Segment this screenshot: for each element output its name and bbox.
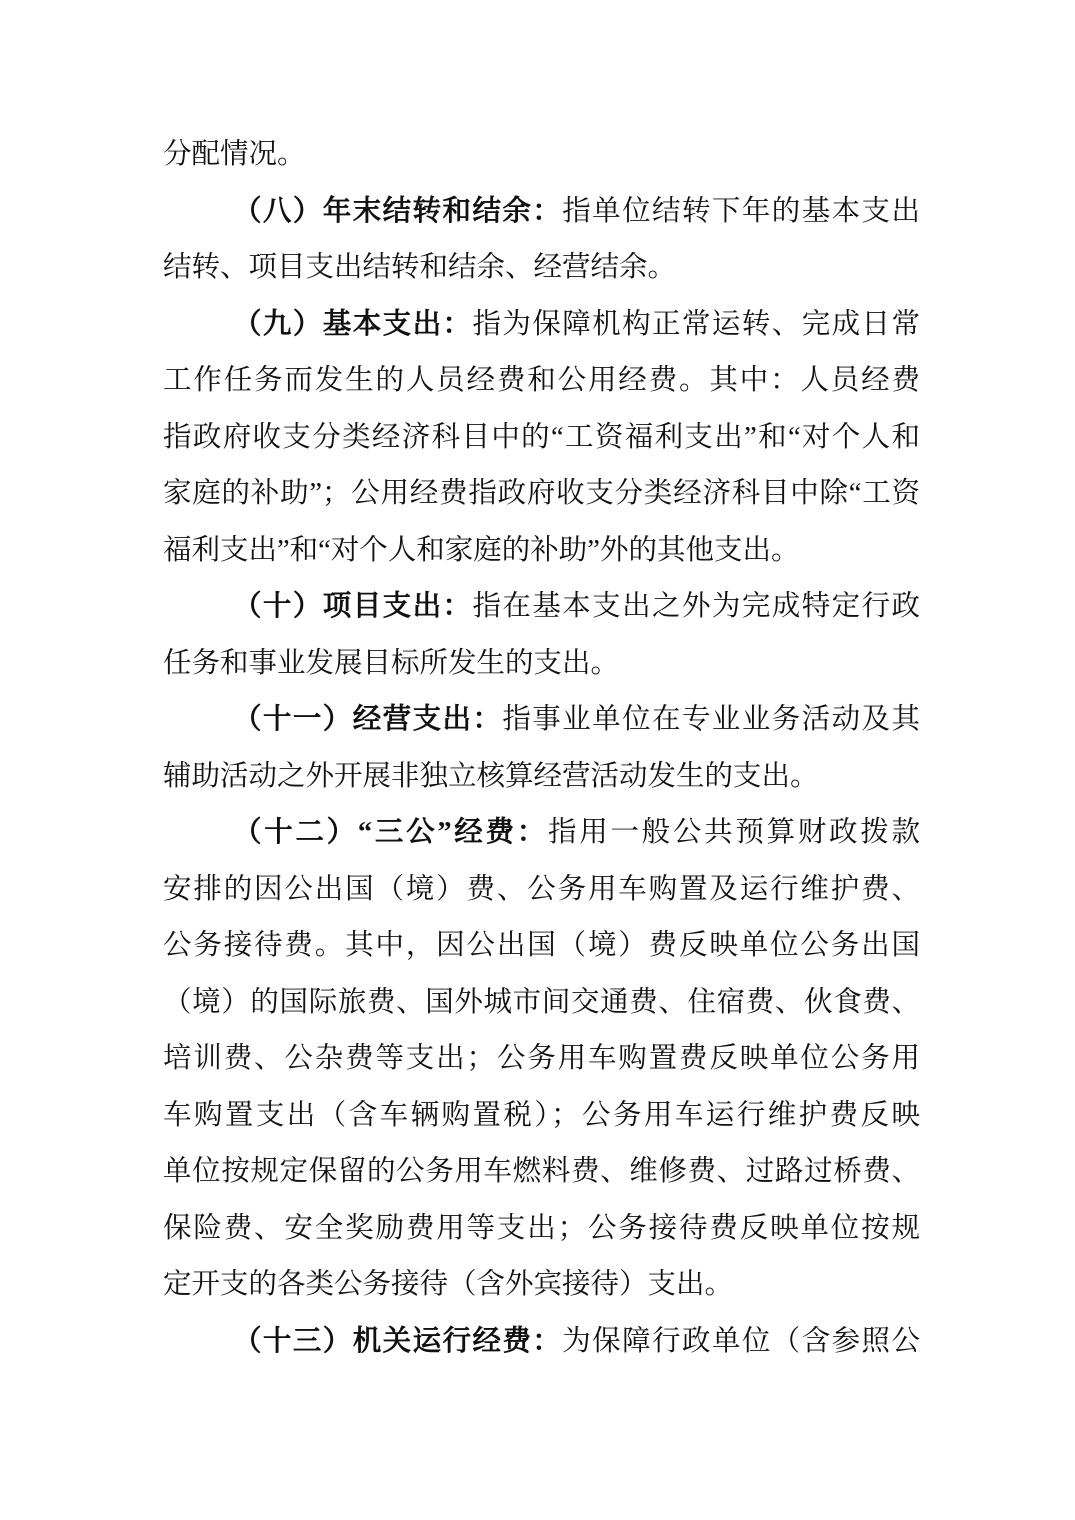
text-line <box>163 353 920 410</box>
paragraph-label: （九）基本支出： <box>233 308 473 340</box>
text-line <box>163 1314 920 1371</box>
text-line <box>163 240 920 297</box>
text-line <box>163 862 920 919</box>
text-line <box>163 466 920 523</box>
paragraph-text: 指单位结转下年的基本支出 <box>562 195 920 227</box>
paragraph-label: （十三）机关运行经费： <box>233 1325 563 1357</box>
text-line <box>163 1088 920 1145</box>
paragraph-text: 分配情况。 <box>163 139 306 170</box>
text-line <box>163 184 920 241</box>
paragraph-label: （八）年末结转和结余： <box>233 195 563 227</box>
paragraph-text: 培训费、公杂费等支出；公务用车购置费反映单位公务用 <box>163 1043 920 1074</box>
paragraph-text: 工作任务而发生的人员经费和公用经费。其中：人员经费 <box>163 365 920 396</box>
text-line <box>163 1201 920 1258</box>
text-line <box>163 636 920 693</box>
paragraph-text: 公务接待费。其中，因公出国（境）费反映单位公务出国 <box>163 930 920 961</box>
paragraph-label: （十）项目支出： <box>233 591 473 622</box>
text-line <box>163 918 920 975</box>
paragraph-text: 结转、项目支出结转和结余、经营结余。 <box>163 252 677 283</box>
text-line <box>163 410 920 467</box>
paragraph-text: 为保障行政单位（含参照公 <box>562 1325 920 1357</box>
paragraph-text: 单位按规定保留的公务用车燃料费、维修费、过路过桥费、 <box>163 1156 920 1187</box>
document-text-block <box>163 127 920 1370</box>
text-line <box>163 297 920 354</box>
text-line <box>163 805 920 862</box>
paragraph-text: 任务和事业发展目标所发生的支出。 <box>163 647 620 679</box>
paragraph-text: 指在基本支出之外为完成特定行政 <box>472 591 920 622</box>
text-line <box>163 1031 920 1088</box>
paragraph-text: 指政府收支分类经济科目中的“工资福利支出”和“对个人和 <box>163 421 920 453</box>
paragraph-text: 指事业单位在专业业务活动及其 <box>502 704 920 735</box>
paragraph-text: 车购置支出（含车辆购置税）；公务用车运行维护费反映 <box>163 1099 920 1131</box>
paragraph-text: 定开支的各类公务接待（含外宾接待）支出。 <box>163 1269 734 1300</box>
paragraph-text: 辅助活动之外开展非独立核算经营活动发生的支出。 <box>163 760 819 792</box>
paragraph-label: （十一）经营支出： <box>233 704 503 735</box>
paragraph-text: 安排的因公出国（境）费、公务用车购置及运行维护费、 <box>163 873 920 905</box>
text-line <box>163 1144 920 1201</box>
paragraph-text: 指用一般公共预算财政拨款 <box>548 817 920 848</box>
text-line <box>163 523 920 580</box>
paragraph-text: 福利支出”和“对个人和家庭的补助”外的其他支出。 <box>163 534 800 566</box>
text-line <box>163 749 920 806</box>
text-line <box>163 127 920 184</box>
text-line <box>163 975 920 1032</box>
text-line <box>163 692 920 749</box>
paragraph-text: 保险费、安全奖励费用等支出；公务接待费反映单位按规 <box>163 1212 920 1244</box>
paragraph-text: 家庭的补助”；公用经费指政府收支分类经济科目中除“工资 <box>163 478 920 509</box>
paragraph-text: （境）的国际旅费、国外城市间交通费、住宿费、伙食费、 <box>163 986 920 1018</box>
paragraph-label: （十二）“三公”经费： <box>233 817 548 848</box>
text-line <box>163 1257 920 1314</box>
text-line <box>163 579 920 636</box>
paragraph-text: 指为保障机构正常运转、完成日常 <box>472 308 920 340</box>
